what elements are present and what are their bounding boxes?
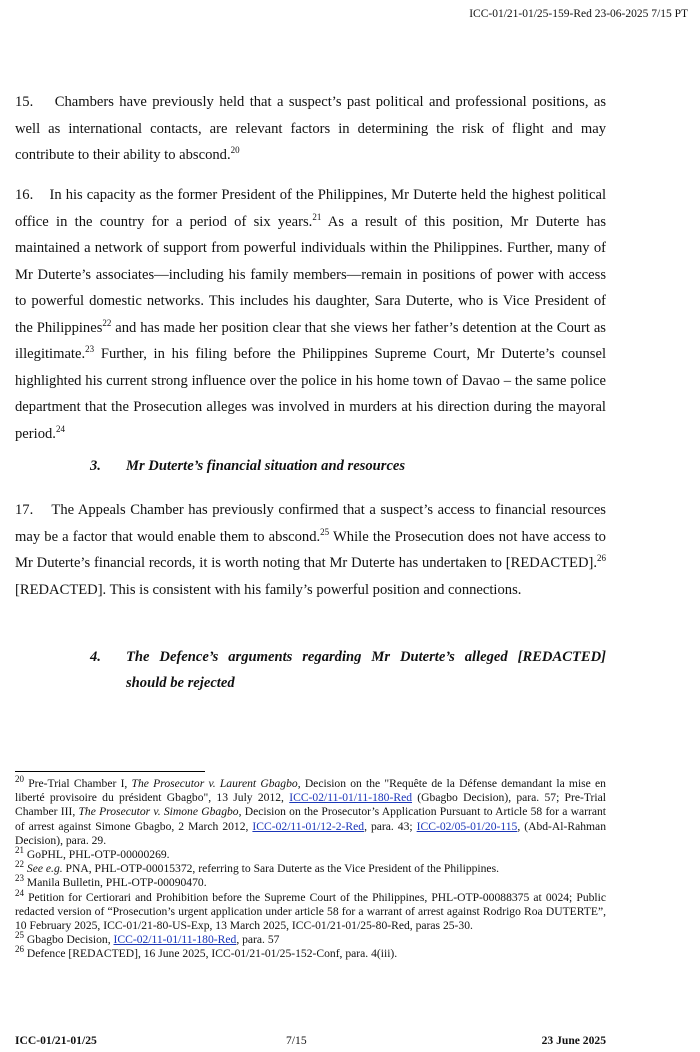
heading-number: 3.	[90, 458, 101, 474]
section-heading-4	[90, 644, 606, 696]
paragraph-text: In his capacity as the former President of the Philippines, Mr Duterte held the highest political office in the country for a period of six years.	[15, 187, 606, 230]
paragraph-number: 17.	[15, 502, 34, 518]
footnote-text: Manila Bulletin, PHL-OTP-00090470.	[24, 876, 207, 890]
footer-date: 23 June 2025	[541, 1034, 606, 1047]
footnote-21	[15, 845, 606, 862]
footnotes	[15, 774, 606, 962]
footnote-text: GoPHL, PHL-OTP-00000269.	[24, 848, 170, 862]
paragraph-text: As a result of this position, Mr Duterte has maintained a network of support from powerful individuals within the Philippines. Further, many of Mr Duterte’s associates—including his family members—remain in positions of power with access to powerful domestic networks. This includes his daughter, Sara Duterte, who is Vice President of the Philippines	[15, 213, 607, 336]
paragraph-text: Further, in his filing before the Philippines Supreme Court, Mr Duterte’s counsel highlighted his current strong influence over the police in his home town of Davao – the same police department that the Prosecution alleges was involved in murders at his direction during the mayoral period.	[15, 346, 606, 442]
footnote-text: , Decision on the "Requête de la Défense demandant la mise en liberté provisoire du président Gbagbo", 13 July 2012,	[15, 777, 606, 805]
case-name: The Prosecutor v. Laurent Gbagbo	[131, 777, 298, 790]
footnote-26	[15, 944, 606, 961]
footnote-24	[15, 887, 606, 934]
signal-phrase: See e.g.	[26, 862, 63, 876]
footnote-separator	[15, 771, 205, 772]
paragraph-16	[15, 182, 606, 447]
footnote-ref: 24	[55, 423, 65, 434]
footnote-text: , para. 43;	[364, 819, 417, 833]
footnote-text: , Decision on the Prosecutor’s Application Pursuant to Article 58 for a warrant of arrest against Simone Gbagbo, 2 March 2012,	[15, 805, 606, 833]
case-name: The Prosecutor v. Simone Gbagbo	[78, 805, 239, 819]
footnote-text: , para. 57	[236, 933, 280, 947]
footnote-20	[15, 774, 606, 848]
footnote-text: Gbagbo Decision,	[24, 933, 114, 947]
footnote-22	[15, 859, 606, 876]
footnote-ref: 21	[312, 211, 322, 222]
paragraph-text: [REDACTED]. This is consistent with his family’s powerful position and connections.	[15, 581, 522, 598]
paragraph-text: While the Prosecution does not have access to Mr Duterte’s financial records, it is worth noting that Mr Duterte has undertaken to [REDACTED].	[15, 528, 606, 571]
footnote-ref: 22	[102, 317, 112, 328]
page-header: ICC-01/21-01/25-159-Red 23-06-2025 7/15 PT	[469, 8, 688, 20]
paragraph-text: and has made her position clear that she views her father’s detention at the Court as illegitimate.	[15, 319, 606, 362]
footnote-ref: 26	[597, 553, 606, 564]
footnote-ref: 23	[85, 344, 95, 355]
footnote-ref: 20	[230, 145, 240, 156]
footnote-text: Defence [REDACTED], 16 June 2025, ICC-01/21-01/25-152-Conf, para. 4(iii).	[24, 947, 398, 961]
paragraph-text: The Appeals Chamber has previously confirmed that a suspect’s access to financial resources may be a factor that would enable them to abscond.	[15, 502, 606, 545]
footnote-number: 25	[15, 930, 24, 941]
footer-page-number: 7/15	[286, 1034, 307, 1047]
document-link[interactable]: ICC-02/11-01/11-180-Red	[289, 791, 413, 805]
footnote-23	[15, 873, 606, 890]
footnote-number: 20	[15, 774, 24, 785]
paragraph-text: Chambers have previously held that a suspect’s past political and professional positions, as well as international contacts, are relevant factors in determining the risk of flight and may contribute to their ability to abscond.	[15, 94, 606, 163]
document-link[interactable]: ICC-02/05-01/20-115	[416, 819, 518, 833]
footnote-number: 21	[15, 845, 24, 856]
heading-title: Mr Duterte’s financial situation and resources	[126, 458, 406, 474]
document-link[interactable]: ICC-02/11-01/11-180-Red	[113, 933, 237, 947]
footnote-text: , (Abd-Al-Rahman Decision), para. 29.	[15, 819, 606, 847]
heading-number: 4.	[90, 649, 101, 665]
footer-case-number: ICC-01/21-01/25	[15, 1034, 97, 1047]
paragraph-17	[15, 497, 606, 603]
paragraph-number: 16.	[15, 187, 34, 203]
heading-title: The Defence’s arguments regarding Mr Duterte’s alleged [REDACTED] should be rejected	[126, 649, 606, 691]
footnote-number: 22	[15, 859, 24, 870]
section-heading-3	[90, 458, 405, 475]
footnote-ref: 25	[320, 526, 330, 537]
footnote-text: (Gbagbo Decision), para. 57; Pre-Trial Chamber III,	[15, 791, 606, 819]
paragraph-number: 15.	[15, 94, 34, 110]
footnote-25	[15, 930, 606, 947]
footnote-number: 23	[15, 873, 24, 884]
paragraph-15	[15, 89, 606, 169]
document-link[interactable]: ICC-02/11-01/12-2-Red	[252, 819, 365, 833]
footnote-text: Pre-Trial Chamber I,	[24, 777, 132, 790]
footnote-text: PNA, PHL-OTP-00015372, referring to Sara Duterte as the Vice President of the Philippines.	[62, 862, 499, 876]
footnote-text: Petition for Certiorari and Prohibition before the Supreme Court of the Philippines, PHL-OTP-00088375 at 0024; Public redacted version of “Prosecution’s urgent application under article 58 for a warrant of arrest against Rodrigo Roa DUTERTE”, 10 February 2025, ICC-01/21-80-US-Exp, 13 March 2025, ICC-01/21-01/25-80-Red, paras 25-30.	[15, 890, 606, 933]
footnote-number: 24	[15, 887, 24, 898]
footnote-number: 26	[15, 944, 24, 955]
